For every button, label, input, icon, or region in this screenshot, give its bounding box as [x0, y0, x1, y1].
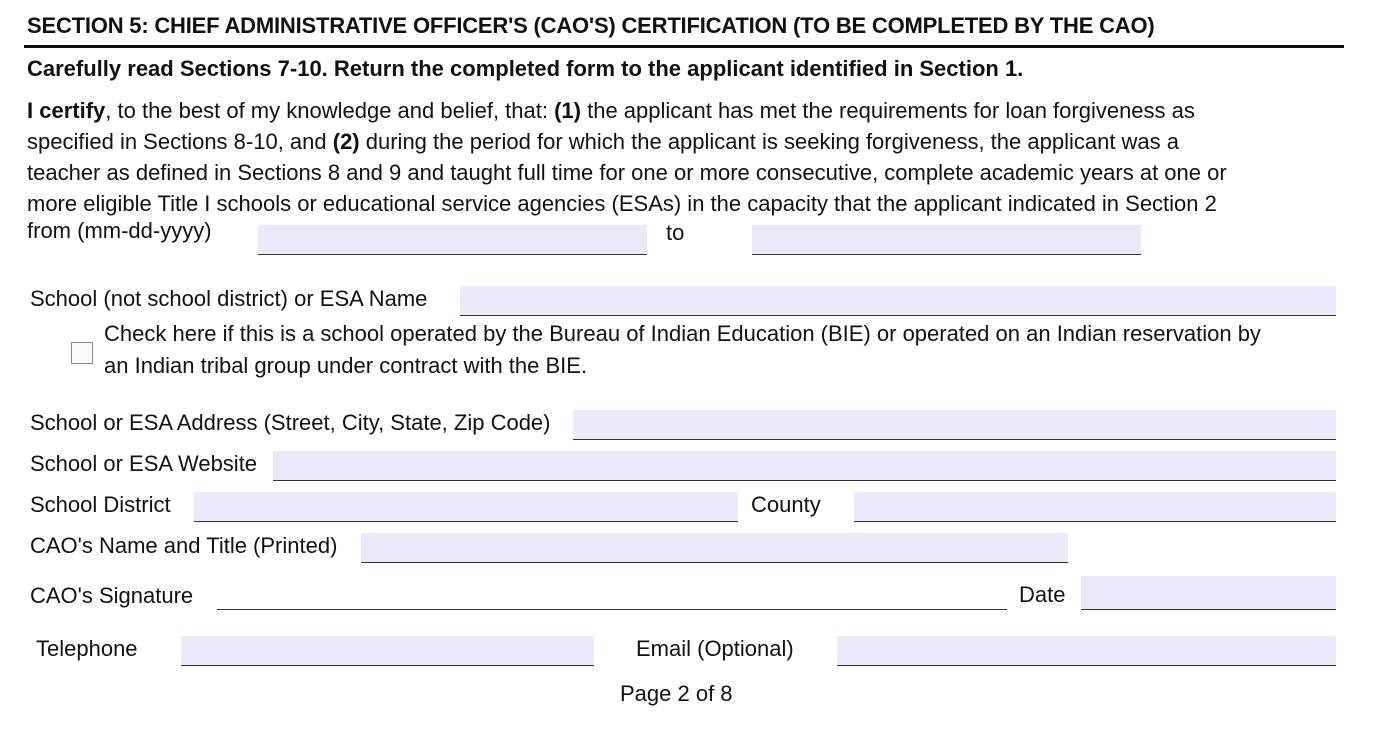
cert-text-4: more eligible Title I schools or educational service agencies (ESAs) in the capacity that the applicant indicated in Section 2	[27, 191, 1217, 216]
date-label: Date	[1019, 582, 1066, 607]
from-date-label: from (mm-dd-yyyy)	[27, 218, 212, 243]
marker-1: (1)	[554, 98, 581, 123]
section-instruction: Carefully read Sections 7-10. Return the completed form to the applicant identified in Section 1.	[27, 56, 1024, 81]
certification-paragraph	[27, 95, 1337, 219]
bie-checkbox-label	[104, 318, 1261, 382]
county-field[interactable]	[854, 492, 1336, 522]
email-field[interactable]	[837, 636, 1336, 666]
address-field[interactable]	[573, 410, 1336, 440]
website-field[interactable]	[273, 451, 1336, 481]
cert-text-1b: the applicant has met the requirements for loan forgiveness as	[581, 98, 1195, 123]
school-name-label: School (not school district) or ESA Name	[30, 286, 428, 311]
cert-text-2a: specified in Sections 8-10, and	[27, 129, 333, 154]
cao-name-label: CAO's Name and Title (Printed)	[30, 533, 338, 558]
school-district-field[interactable]	[194, 492, 738, 522]
cert-text-2b: during the period for which the applicant is seeking forgiveness, the applicant was a	[359, 129, 1180, 154]
bie-checkbox[interactable]	[71, 342, 93, 364]
marker-2: (2)	[332, 129, 360, 154]
telephone-field[interactable]	[181, 636, 594, 666]
county-label: County	[751, 492, 821, 517]
telephone-label: Telephone	[36, 636, 138, 661]
cert-text-1a: , to the best of my knowledge and belief, that:	[105, 98, 555, 123]
bie-label-line-2: an Indian tribal group under contract with the BIE.	[104, 353, 588, 378]
signature-label: CAO's Signature	[30, 583, 194, 608]
page-number: Page 2 of 8	[620, 681, 733, 706]
cert-text-3: teacher as defined in Sections 8 and 9 and taught full time for one or more consecutive, complete academic years at one or	[27, 160, 1227, 185]
email-label: Email (Optional)	[636, 636, 794, 661]
certify-bold: I certify	[27, 98, 106, 123]
bie-label-line-1: Check here if this is a school operated by the Bureau of Indian Education (BIE) or operated on an Indian reservation by	[104, 321, 1261, 346]
section-divider	[24, 45, 1344, 48]
address-label: School or ESA Address (Street, City, State, Zip Code)	[30, 410, 551, 435]
website-label: School or ESA Website	[30, 451, 258, 476]
to-date-field[interactable]	[752, 225, 1141, 255]
date-field[interactable]	[1081, 576, 1336, 610]
from-date-field[interactable]	[258, 225, 647, 255]
school-name-field[interactable]	[460, 286, 1336, 316]
section-title: SECTION 5: CHIEF ADMINISTRATIVE OFFICER'S (CAO'S) CERTIFICATION (TO BE COMPLETED BY THE CAO)	[27, 13, 1155, 38]
cao-name-field[interactable]	[361, 533, 1068, 563]
to-date-label: to	[666, 220, 685, 245]
school-district-label: School District	[30, 492, 171, 517]
signature-line[interactable]	[217, 580, 1007, 610]
